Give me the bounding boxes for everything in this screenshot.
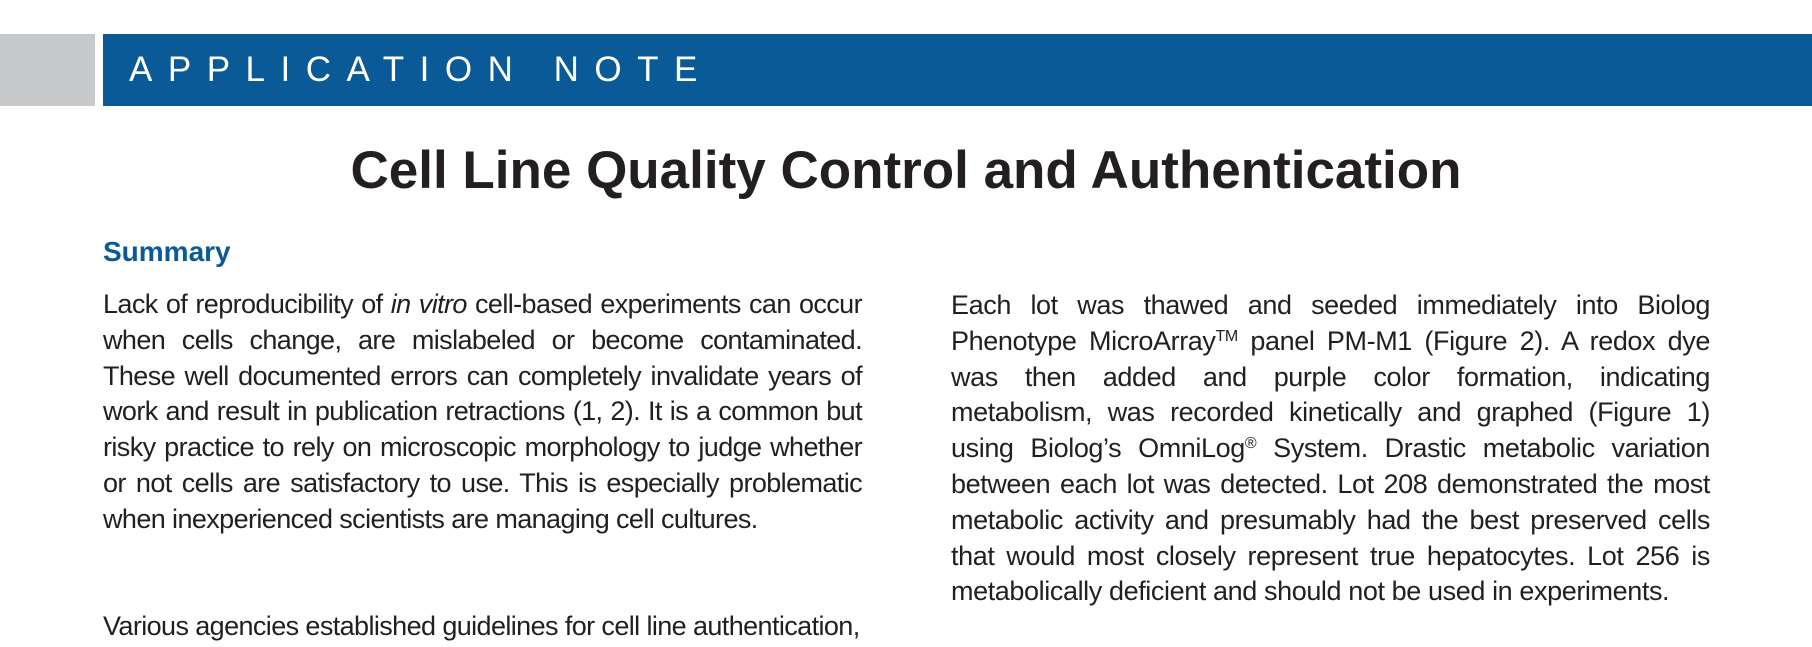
summary-heading: Summary [103, 236, 231, 267]
para1-italic-term: in vitro [390, 289, 467, 319]
para1-text-start: Lack of reproducibility of [103, 289, 391, 319]
right-column-paragraph [951, 288, 1710, 610]
summary-paragraph-2: Various agencies established guidelines for cell line authentication, [103, 611, 860, 641]
para1-text-rest: cell-based experiments can occur when cells change, are mislabeled or become contaminated. These well documented errors can completely invalidate years of work and result in publication retractions (1, 2). It is a common but risky practice to rely on microscopic morphology to judge whether or not cells are satisfactory to use. This is especially problematic when inexperienced scientists are managing cell cultures. [103, 289, 862, 534]
application-note-banner [103, 34, 1812, 106]
header-gray-block [0, 34, 95, 106]
banner-label: APPLICATION NOTE [129, 50, 713, 89]
registered-mark: ® [1244, 435, 1257, 453]
document-title: Cell Line Quality Control and Authentication [350, 141, 1462, 200]
trademark-mark: TM [1215, 328, 1238, 345]
right-text-b: panel PM-M1 (Figure 2). A redox dye was then added and purple color formation, indicating metabolism, was recorded kinetically and graphed (Figure 1) using Biolog’s OmniLog [951, 325, 1710, 464]
summary-paragraph-1 [103, 287, 862, 538]
right-text-a: Each lot was thawed and seeded immediately into Biolog Phenotype MicroArray [951, 290, 1710, 356]
right-text-c: System. Drastic metabolic variation between each lot was detected. Lot 208 demonstrated the most metabolic activity and presumably had the best preserved cells that would most closely represent true hepatocytes. Lot 256 is metabolically deficient and should not be used in experiments. [951, 433, 1710, 607]
